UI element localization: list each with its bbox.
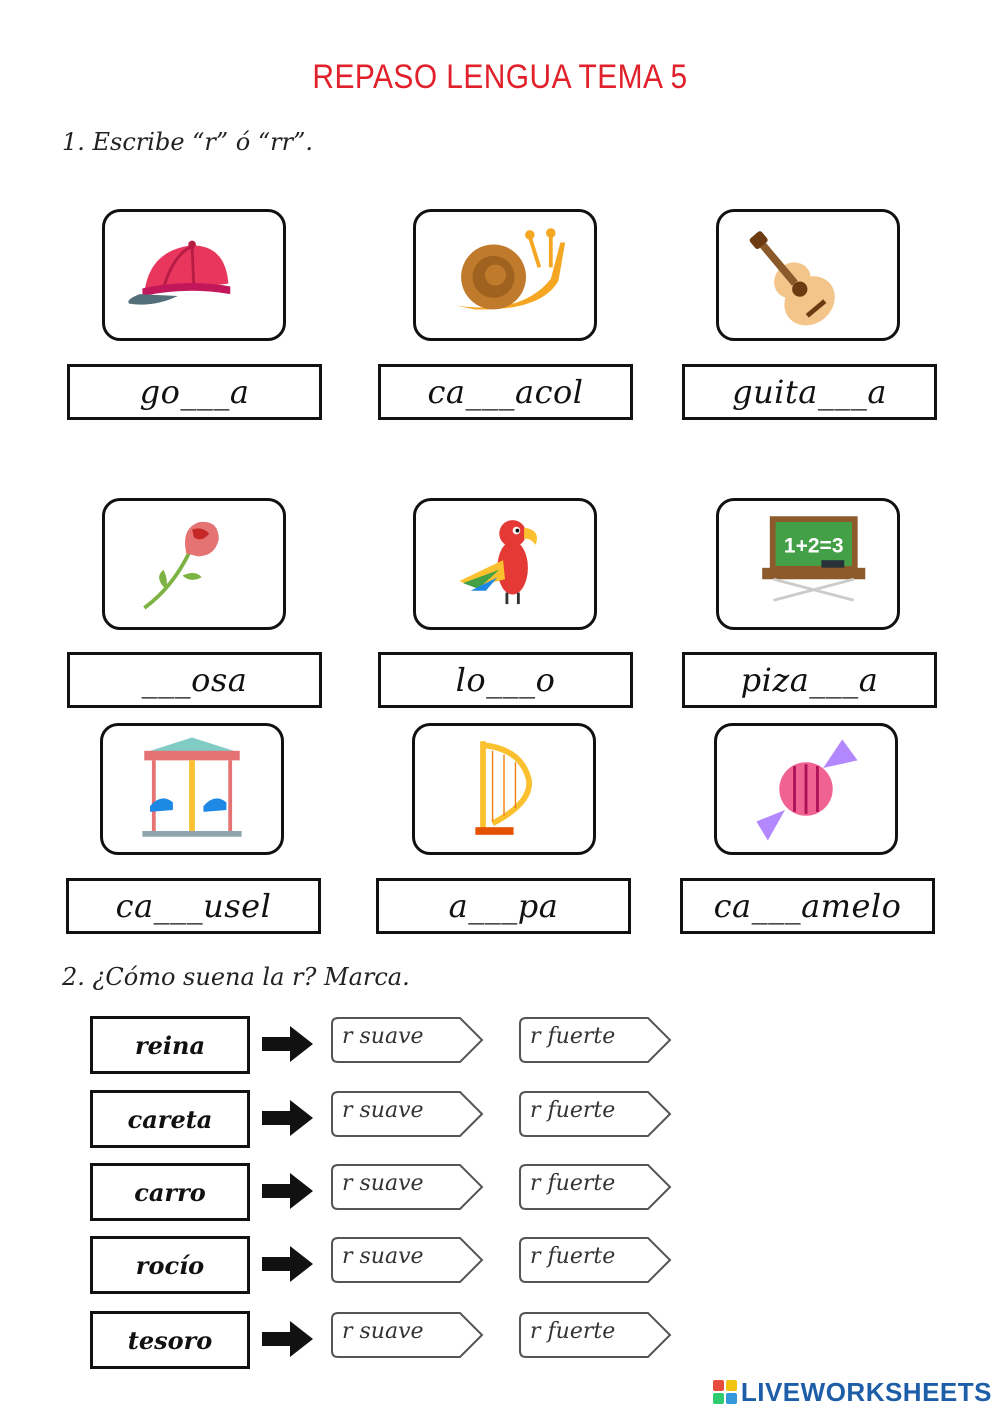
exercise-1-instruction: 1. Escribe “r” ó “rr”. xyxy=(62,128,313,156)
sound-row xyxy=(90,1311,690,1369)
sound-row xyxy=(90,1016,690,1074)
chalkboard-icon xyxy=(719,501,897,627)
word-text: ___osa xyxy=(141,661,248,699)
cap-icon xyxy=(105,212,283,338)
option-r-suave[interactable] xyxy=(330,1090,485,1138)
arrow-right-icon xyxy=(260,1098,315,1138)
word-blank-box[interactable] xyxy=(66,878,321,934)
word-blank-box[interactable] xyxy=(680,878,935,934)
word-blank-box[interactable] xyxy=(67,652,322,708)
word-text: go___a xyxy=(139,373,250,411)
word-cell xyxy=(90,1236,250,1294)
page-title: REPASO LENGUA TEMA 5 xyxy=(312,58,688,96)
liveworksheets-logo xyxy=(713,1376,992,1408)
word-text: tesoro xyxy=(127,1325,213,1355)
guitar-icon xyxy=(719,212,897,338)
arrow-right-icon xyxy=(260,1244,315,1284)
word-blank-box[interactable] xyxy=(682,652,937,708)
exercise-2-instruction: 2. ¿Cómo suena la r? Marca. xyxy=(62,963,410,991)
word-blank-box[interactable] xyxy=(378,364,633,420)
picture-card-guitar xyxy=(716,209,900,341)
word-text: ca___amelo xyxy=(713,887,902,925)
picture-card-snail xyxy=(413,209,597,341)
tag-label: r fuerte xyxy=(530,1024,616,1049)
snail-icon xyxy=(416,212,594,338)
tag-label: r suave xyxy=(342,1244,424,1269)
arrow-right-icon xyxy=(260,1171,315,1211)
word-text: a___pa xyxy=(448,887,559,925)
carousel-icon xyxy=(103,726,281,852)
tag-label: r fuerte xyxy=(530,1171,616,1196)
sound-row xyxy=(90,1236,690,1294)
word-text: rocío xyxy=(135,1250,205,1280)
picture-card-carousel xyxy=(100,723,284,855)
option-r-suave[interactable] xyxy=(330,1236,485,1284)
picture-card-cap xyxy=(102,209,286,341)
tag-label: r suave xyxy=(342,1098,424,1123)
word-blank-box[interactable] xyxy=(378,652,633,708)
option-r-suave[interactable] xyxy=(330,1163,485,1211)
option-r-suave[interactable] xyxy=(330,1311,485,1359)
parrot-icon xyxy=(416,501,594,627)
word-cell xyxy=(90,1016,250,1074)
word-cell xyxy=(90,1090,250,1148)
logo-grid-icon xyxy=(713,1380,737,1404)
option-r-fuerte[interactable] xyxy=(518,1016,673,1064)
tag-label: r fuerte xyxy=(530,1244,616,1269)
option-r-fuerte[interactable] xyxy=(518,1311,673,1359)
word-text: ca___acol xyxy=(427,373,584,411)
picture-card-parrot xyxy=(413,498,597,630)
sound-row xyxy=(90,1163,690,1221)
tag-label: r fuerte xyxy=(530,1098,616,1123)
option-r-suave[interactable] xyxy=(330,1016,485,1064)
tag-label: r suave xyxy=(342,1024,424,1049)
tag-label: r suave xyxy=(342,1171,424,1196)
tag-label: r suave xyxy=(342,1319,424,1344)
word-cell xyxy=(90,1163,250,1221)
word-blank-box[interactable] xyxy=(67,364,322,420)
picture-card-candy xyxy=(714,723,898,855)
word-blank-box[interactable] xyxy=(682,364,937,420)
word-text: ca___usel xyxy=(115,887,272,925)
arrow-right-icon xyxy=(260,1319,315,1359)
picture-card-chalkboard xyxy=(716,498,900,630)
brand-name: LIVEWORKSHEETS xyxy=(740,1376,992,1407)
word-text: carro xyxy=(134,1177,206,1207)
word-text: piza___a xyxy=(740,661,879,699)
word-cell xyxy=(90,1311,250,1369)
option-r-fuerte[interactable] xyxy=(518,1163,673,1211)
option-r-fuerte[interactable] xyxy=(518,1090,673,1138)
picture-card-rose xyxy=(102,498,286,630)
sound-row xyxy=(90,1090,690,1148)
option-r-fuerte[interactable] xyxy=(518,1236,673,1284)
rose-icon xyxy=(105,501,283,627)
harp-icon xyxy=(415,726,593,852)
candy-icon xyxy=(717,726,895,852)
word-text: lo___o xyxy=(455,661,556,699)
chalkboard-text: 1+2=3 xyxy=(783,534,844,558)
word-text: guita___a xyxy=(732,373,887,411)
word-text: careta xyxy=(127,1104,213,1134)
tag-label: r fuerte xyxy=(530,1319,616,1344)
arrow-right-icon xyxy=(260,1024,315,1064)
word-text: reina xyxy=(134,1030,206,1060)
picture-card-harp xyxy=(412,723,596,855)
word-blank-box[interactable] xyxy=(376,878,631,934)
